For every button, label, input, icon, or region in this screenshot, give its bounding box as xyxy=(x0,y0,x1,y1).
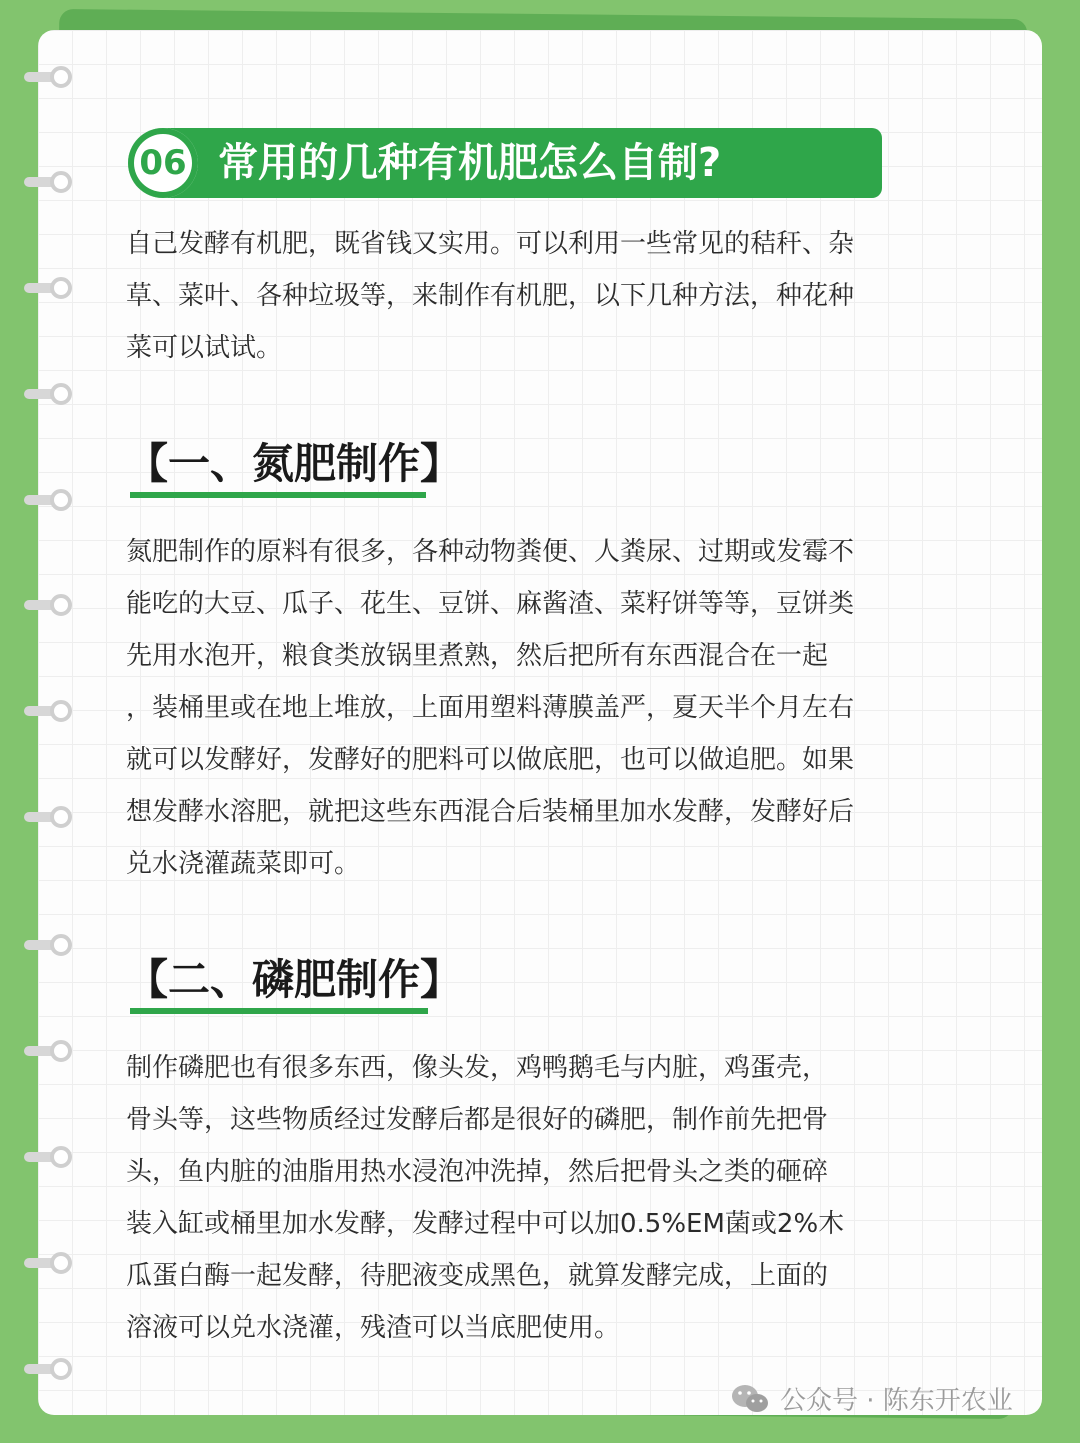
binding-ring xyxy=(24,283,70,293)
heading-underline xyxy=(130,492,426,498)
section-heading-nitrogen: 【一、氮肥制作】 xyxy=(126,439,463,488)
title-number-badge: 06 xyxy=(128,128,198,198)
section-body-phosphorus: 制作磷肥也有很多东西，像头发，鸡鸭鹅毛与内脏，鸡蛋壳， 骨头等，这些物质经过发酵后都是很好的磷肥，制作前先把骨 头，鱼内脏的油脂用热水浸泡冲洗掉，然后把骨头之类的砸碎 装入缸或桶里加水发酵，发酵过程中可以加0.5%EM菌或2%木 瓜蛋白酶一起发酵，待肥液变成黑色，就算发酵完成，上面的 溶液可以兑水浇灌，残渣可以当底肥使用。 xyxy=(126,1053,845,1343)
binding-ring xyxy=(24,1152,70,1162)
binding-ring xyxy=(24,812,70,822)
footer-text: 公众号 · 陈东开农业 xyxy=(780,1386,1013,1416)
binding-ring xyxy=(24,706,70,716)
footer-watermark xyxy=(730,1380,1013,1417)
binding-ring xyxy=(24,72,70,82)
intro-paragraph: 自己发酵有机肥，既省钱又实用。可以利用一些常见的秸秆、杂 草、菜叶、各种垃圾等，来制作有机肥，以下几种方法，种花种 菜可以试试。 xyxy=(126,229,855,363)
binding-ring xyxy=(24,1364,70,1374)
binding-ring xyxy=(24,600,70,610)
binding-ring xyxy=(24,1046,70,1056)
binding-ring xyxy=(24,940,70,950)
binding-ring xyxy=(24,389,70,399)
binding-ring xyxy=(24,177,70,187)
binding-ring xyxy=(24,495,70,505)
binding-ring xyxy=(24,1258,70,1268)
heading-underline xyxy=(130,1008,428,1014)
page-title: 常用的几种有机肥怎么自制? xyxy=(218,140,722,186)
section-heading-phosphorus: 【二、磷肥制作】 xyxy=(126,955,463,1004)
wechat-icon xyxy=(730,1383,770,1415)
section-body-nitrogen: 氮肥制作的原料有很多，各种动物粪便、人粪尿、过期或发霉不 能吃的大豆、瓜子、花生、豆饼、麻酱渣、菜籽饼等等，豆饼类 先用水泡开，粮食类放锅里煮熟，然后把所有东西混合在一起 ，装桶里或在地上堆放，上面用塑料薄膜盖严，夏天半个月左右 就可以发酵好，发酵好的肥料可以做底肥，也可以做追肥。如果 想发酵水溶肥，就把这些东西混合后装桶里加水发酵，发酵好后 兑水浇灌蔬菜即可。 xyxy=(126,537,855,879)
